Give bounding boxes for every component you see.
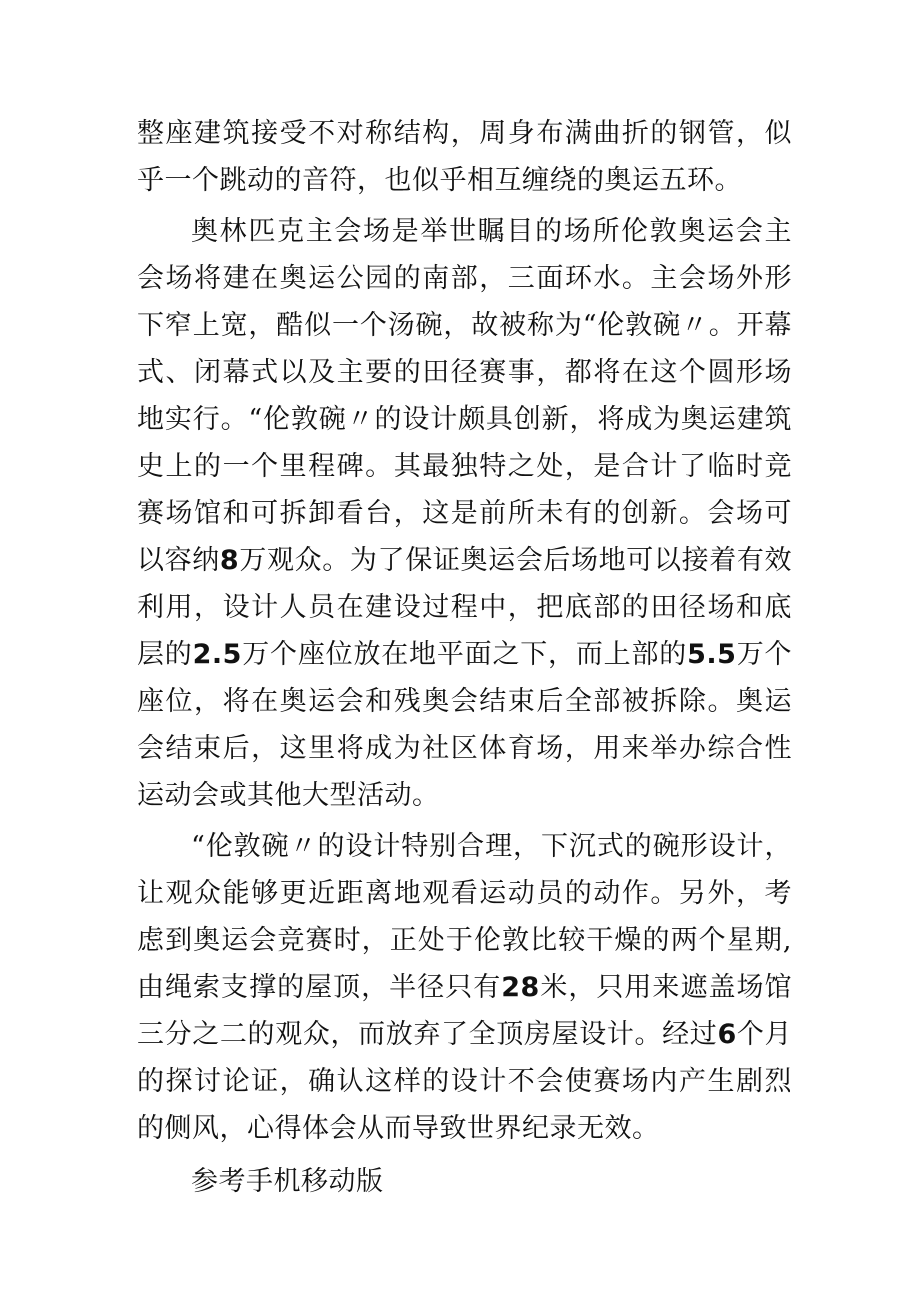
capacity-number: 8	[219, 545, 240, 576]
paragraph-2-text-2: 万观众。为了保证奥运会后场地可以接着有效利用，设计人员在建设过程中，把底部的田径场和底层的	[137, 545, 793, 670]
document-page	[137, 110, 792, 1209]
lower-seats-number: 2.5	[192, 639, 242, 670]
study-months-number: 6	[717, 1019, 737, 1050]
paragraph-3-text-3: 个月的探讨论证，确认这样的设计不会使赛场内产生剧烈的侧风，心得体会从而导致世界纪录无效。	[137, 1019, 793, 1144]
footer-note-text: 参考手机移动版	[191, 1166, 384, 1197]
upper-seats-number: 5.5	[687, 639, 737, 670]
paragraph-2-text-1: 奥林匹克主会场是举世瞩目的场所伦敦奥运会主会场将建在奥运公园的南部，三面环水。主会场外形下窄上宽，酷似一个汤碗，故被称为“伦敦碗〃。开幕式、闭幕式以及主要的田径赛事，都将在这个圆形场地实行。“伦敦碗〃的设计颇具创新，将成为奥运建筑史上的一个里程碑。其最独特之处，是合计了临时竞赛场馆和可拆卸看台，这是前所未有的创新。会场可以容纳	[137, 216, 792, 576]
paragraph-3-text-1: “伦敦碗〃的设计特别合理，下沉式的碗形设计，让观众能够更近距离地观看运动员的动作。另外，考虑到奥运会竞赛时，正处于伦敦比较干燥的两个星期,由绳索支撑的屋顶，半径只有	[137, 831, 792, 1003]
paragraph-3-text-2: 米，只用来遮盖场馆三分之二的观众，而放弃了全顶房屋设计。经过	[137, 972, 793, 1050]
paragraph-2-text-3: 万个座位放在地平面之下，而上部的	[241, 639, 688, 670]
paragraph-2	[137, 208, 792, 819]
paragraph-3	[137, 823, 792, 1152]
footer-note	[137, 1158, 792, 1205]
paragraph-1	[137, 110, 792, 204]
paragraph-1-text: 整座建筑接受不对称结构，周身布满曲折的钢管，似乎一个跳动的音符，也似乎相互缠绕的奥运五环。	[137, 118, 792, 196]
paragraph-2-text-4: 万个座位，将在奥运会和残奥会结束后全部被拆除。奥运会结束后，这里将成为社区体育场，用来举办综合性运动会或其他大型活动。	[137, 639, 793, 811]
roof-radius-number: 28	[501, 972, 540, 1003]
